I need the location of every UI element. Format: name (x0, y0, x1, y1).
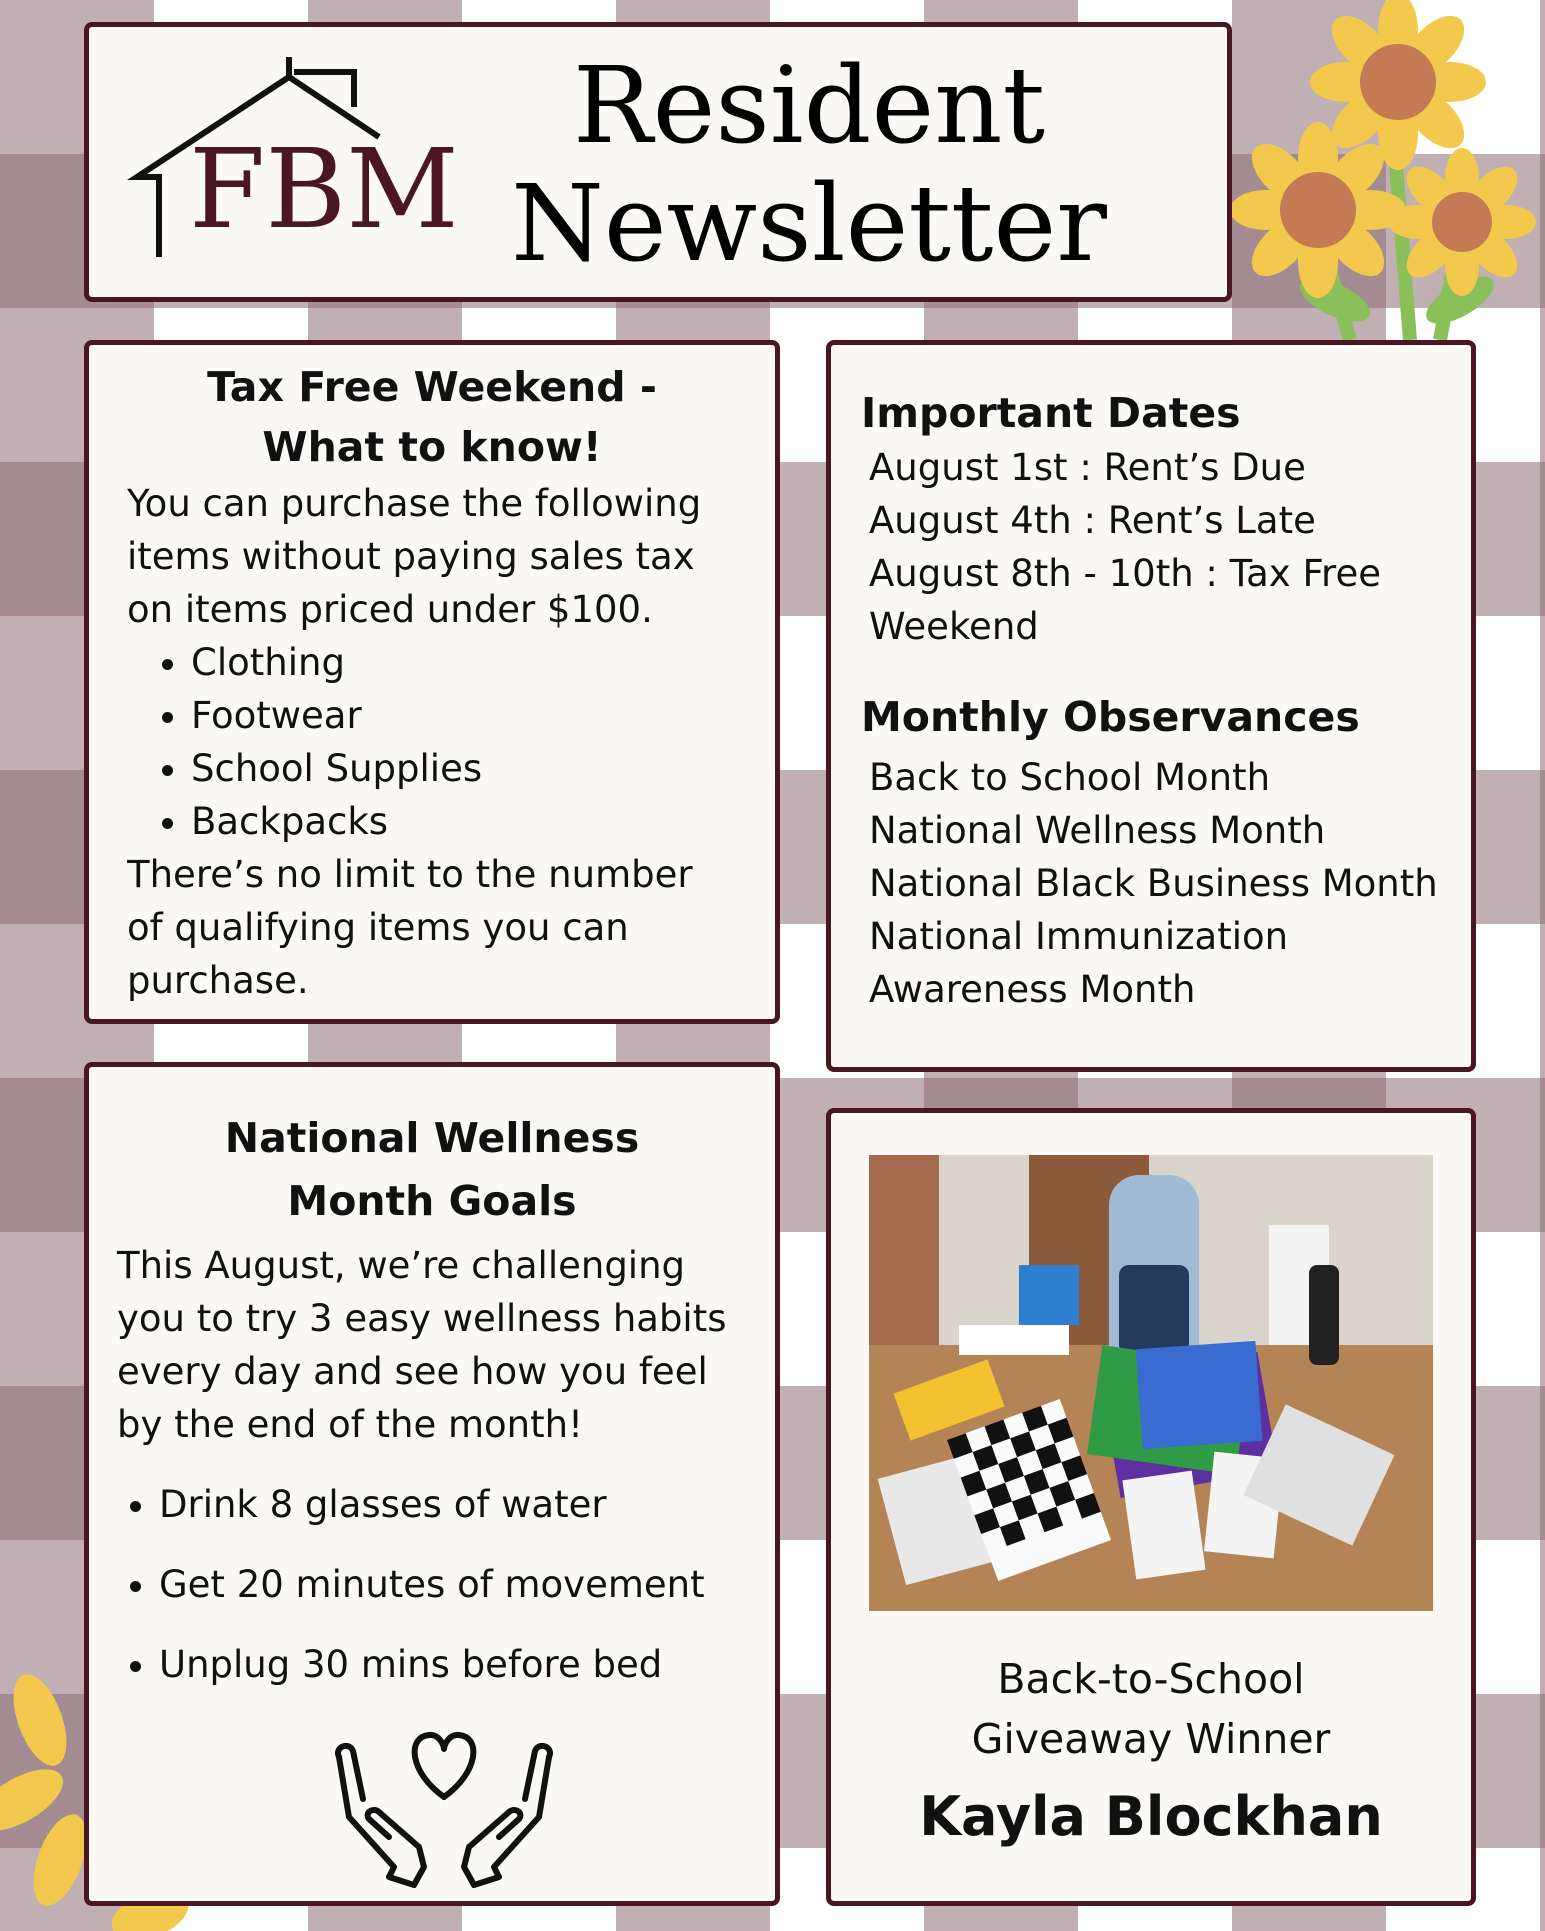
list-item: • Unplug 30 mins before bed (159, 1625, 747, 1705)
school-supplies-photo (869, 1155, 1433, 1611)
list-item: • Footwear (191, 689, 737, 742)
caption-line-2: Giveaway Winner (971, 1715, 1331, 1763)
newsletter-header (84, 22, 1232, 302)
wellness-heading-line-2: Month Goals (287, 1177, 577, 1225)
tax-free-heading-line-2: What to know! (262, 423, 602, 471)
observance-entry: National Immunization Awareness Month (869, 915, 1289, 1011)
wellness-heading (89, 1107, 775, 1233)
observance-entry: National Wellness Month (869, 809, 1326, 852)
title-line-1: Resident (572, 44, 1046, 167)
tax-free-weekend-panel (84, 340, 780, 1024)
important-dates-heading: Important Dates (861, 389, 1241, 437)
list-item: • Get 20 minutes of movement (159, 1545, 747, 1625)
giveaway-caption (831, 1649, 1471, 1769)
sunflowers-decoration (1230, 0, 1545, 340)
page-title (509, 44, 1109, 285)
list-item: • Backpacks (191, 795, 737, 848)
observance-entry: Back to School Month (869, 756, 1271, 799)
tax-free-item-list (127, 636, 737, 848)
caption-line-1: Back-to-School (997, 1655, 1305, 1703)
fbm-house-logo (129, 57, 459, 267)
tax-free-heading (89, 357, 775, 477)
tax-free-heading-line-1: Tax Free Weekend - (207, 363, 657, 411)
list-item: • School Supplies (191, 742, 737, 795)
wellness-heading-line-1: National Wellness (224, 1114, 640, 1162)
tax-free-intro: You can purchase the following items without paying sales tax on items priced under $100. (127, 482, 702, 631)
date-entry: August 4th : Rent’s Late (869, 499, 1316, 542)
logo-text: FBM (189, 125, 459, 253)
wellness-goals-panel (84, 1062, 780, 1906)
wellness-intro: This August, we’re challenging you to try 3 easy wellness habits every day and see how you feel by the end of the month! (117, 1244, 727, 1446)
date-entry: August 1st : Rent’s Due (869, 446, 1306, 489)
important-dates-panel (826, 340, 1476, 1072)
giveaway-panel (826, 1108, 1476, 1906)
winner-name: Kayla Blockhan (919, 1785, 1383, 1848)
list-item: • Drink 8 glasses of water (159, 1465, 747, 1545)
list-item: • Clothing (191, 636, 737, 689)
observance-entry: National Black Business Month (869, 862, 1438, 905)
wellness-goal-list (117, 1465, 747, 1705)
heart-hands-icon (319, 1727, 569, 1887)
date-entry: August 8th - 10th : Tax Free Weekend (869, 552, 1381, 648)
monthly-observances-heading: Monthly Observances (861, 693, 1360, 741)
tax-free-footer: There’s no limit to the number of qualifying items you can purchase. (127, 853, 693, 1002)
title-line-2: Newsletter (511, 162, 1107, 285)
